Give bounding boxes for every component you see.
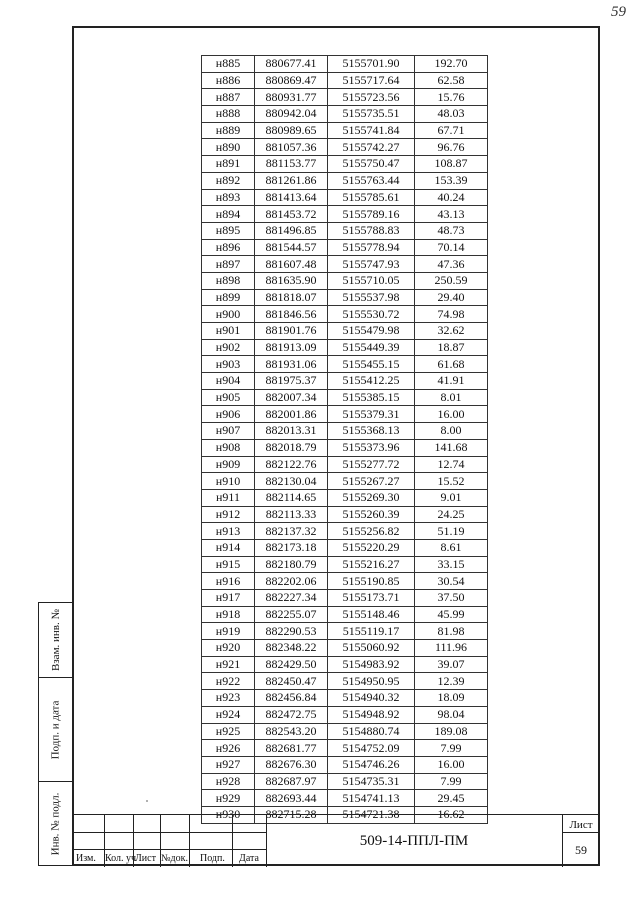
y-coordinate-cell: 5155741.84 <box>328 122 415 139</box>
table-row <box>202 773 488 790</box>
distance-cell: 30.54 <box>415 573 488 590</box>
distance-cell: 108.87 <box>415 156 488 173</box>
table-row <box>202 389 488 406</box>
distance-cell: 33.15 <box>415 556 488 573</box>
table-row <box>202 323 488 340</box>
y-coordinate-cell: 5155256.82 <box>328 523 415 540</box>
y-coordinate-cell: 5155277.72 <box>328 456 415 473</box>
point-id-cell: н913 <box>202 523 255 540</box>
distance-cell: 15.76 <box>415 89 488 106</box>
table-row <box>202 72 488 89</box>
side-cell-inv-vzam <box>38 602 72 678</box>
distance-cell: 15.52 <box>415 473 488 490</box>
distance-cell: 16.00 <box>415 406 488 423</box>
table-row <box>202 439 488 456</box>
point-id-cell: н893 <box>202 189 255 206</box>
y-coordinate-cell: 5155530.72 <box>328 306 415 323</box>
y-coordinate-cell: 5154940.32 <box>328 690 415 707</box>
col-list: Лист <box>135 853 156 864</box>
distance-cell: 48.73 <box>415 222 488 239</box>
x-coordinate-cell: 882693.44 <box>255 790 328 807</box>
y-coordinate-cell: 5155220.29 <box>328 539 415 556</box>
distance-cell: 29.40 <box>415 289 488 306</box>
distance-cell: 74.98 <box>415 306 488 323</box>
table-row <box>202 339 488 356</box>
title-block-line <box>562 815 563 867</box>
table-row <box>202 222 488 239</box>
y-coordinate-cell: 5154880.74 <box>328 723 415 740</box>
point-id-cell: н900 <box>202 306 255 323</box>
distance-cell: 12.39 <box>415 673 488 690</box>
title-block <box>74 814 600 867</box>
y-coordinate-cell: 5155785.61 <box>328 189 415 206</box>
x-coordinate-cell: 882227.34 <box>255 590 328 607</box>
x-coordinate-cell: 880942.04 <box>255 106 328 123</box>
x-coordinate-cell: 882687.97 <box>255 773 328 790</box>
document-code: 509-14-ППЛ-ПМ <box>359 832 469 849</box>
col-izm: Изм. <box>76 853 96 864</box>
y-coordinate-cell: 5155788.83 <box>328 222 415 239</box>
y-coordinate-cell: 5155742.27 <box>328 139 415 156</box>
x-coordinate-cell: 882122.76 <box>255 456 328 473</box>
table-row <box>202 306 488 323</box>
distance-cell: 7.99 <box>415 740 488 757</box>
x-coordinate-cell: 882007.34 <box>255 389 328 406</box>
sheet-number: 59 <box>575 843 587 857</box>
point-id-cell: н894 <box>202 206 255 223</box>
point-id-cell: н896 <box>202 239 255 256</box>
x-coordinate-cell: 881153.77 <box>255 156 328 173</box>
distance-cell: 141.68 <box>415 439 488 456</box>
y-coordinate-cell: 5155763.44 <box>328 172 415 189</box>
point-id-cell: н898 <box>202 272 255 289</box>
x-coordinate-cell: 882450.47 <box>255 673 328 690</box>
side-cell-podp-data <box>38 678 72 782</box>
point-id-cell: н927 <box>202 756 255 773</box>
point-id-cell: н929 <box>202 790 255 807</box>
point-id-cell: н919 <box>202 623 255 640</box>
col-data: Дата <box>239 853 259 864</box>
distance-cell: 61.68 <box>415 356 488 373</box>
distance-cell: 250.59 <box>415 272 488 289</box>
title-block-line <box>74 849 266 850</box>
point-id-cell: н916 <box>202 573 255 590</box>
x-coordinate-cell: 882114.65 <box>255 489 328 506</box>
y-coordinate-cell: 5155710.05 <box>328 272 415 289</box>
distance-cell: 16.00 <box>415 756 488 773</box>
point-id-cell: н926 <box>202 740 255 757</box>
x-coordinate-cell: 881261.86 <box>255 172 328 189</box>
y-coordinate-cell: 5155060.92 <box>328 640 415 657</box>
point-id-cell: н924 <box>202 706 255 723</box>
table-row <box>202 706 488 723</box>
table-row <box>202 539 488 556</box>
x-coordinate-cell: 882173.18 <box>255 539 328 556</box>
x-coordinate-cell: 882255.07 <box>255 606 328 623</box>
point-id-cell: н923 <box>202 690 255 707</box>
x-coordinate-cell: 882290.53 <box>255 623 328 640</box>
side-label-podp-data: Подп. и дата <box>49 700 62 759</box>
y-coordinate-cell: 5154950.95 <box>328 673 415 690</box>
distance-cell: 40.24 <box>415 189 488 206</box>
y-coordinate-cell: 5155267.27 <box>328 473 415 490</box>
point-id-cell: н930 <box>202 806 255 823</box>
table-row <box>202 139 488 156</box>
point-id-cell: н910 <box>202 473 255 490</box>
table-row <box>202 640 488 657</box>
point-id-cell: н928 <box>202 773 255 790</box>
point-id-cell: н912 <box>202 506 255 523</box>
x-coordinate-cell: 882130.04 <box>255 473 328 490</box>
y-coordinate-cell: 5155385.15 <box>328 389 415 406</box>
y-coordinate-cell: 5155260.39 <box>328 506 415 523</box>
table-row <box>202 473 488 490</box>
distance-cell: 192.70 <box>415 56 488 73</box>
table-row <box>202 373 488 390</box>
x-coordinate-cell: 882676.30 <box>255 756 328 773</box>
point-id-cell: н886 <box>202 72 255 89</box>
table-row <box>202 106 488 123</box>
y-coordinate-cell: 5155379.31 <box>328 406 415 423</box>
table-row <box>202 89 488 106</box>
table-row <box>202 506 488 523</box>
distance-cell: 12.74 <box>415 456 488 473</box>
table-row <box>202 523 488 540</box>
point-id-cell: н915 <box>202 556 255 573</box>
title-block-line <box>562 832 600 833</box>
distance-cell: 70.14 <box>415 239 488 256</box>
distance-cell: 39.07 <box>415 656 488 673</box>
side-label-inv-vzam: Взам. инв. № <box>49 609 62 671</box>
x-coordinate-cell: 881975.37 <box>255 373 328 390</box>
distance-cell: 18.87 <box>415 339 488 356</box>
point-id-cell: н925 <box>202 723 255 740</box>
y-coordinate-cell: 5155449.39 <box>328 339 415 356</box>
handwritten-page-number: 59 <box>611 4 626 20</box>
x-coordinate-cell: 880931.77 <box>255 89 328 106</box>
distance-cell: 47.36 <box>415 256 488 273</box>
col-podp: Подп. <box>200 853 225 864</box>
distance-cell: 9.01 <box>415 489 488 506</box>
table-row <box>202 272 488 289</box>
table-row <box>202 172 488 189</box>
y-coordinate-cell: 5155368.13 <box>328 423 415 440</box>
y-coordinate-cell: 5155119.17 <box>328 623 415 640</box>
title-block-line <box>189 815 190 867</box>
y-coordinate-cell: 5155173.71 <box>328 590 415 607</box>
y-coordinate-cell: 5155747.93 <box>328 256 415 273</box>
point-id-cell: н904 <box>202 373 255 390</box>
point-id-cell: н917 <box>202 590 255 607</box>
x-coordinate-cell: 880677.41 <box>255 56 328 73</box>
distance-cell: 24.25 <box>415 506 488 523</box>
point-id-cell: н901 <box>202 323 255 340</box>
table-row <box>202 122 488 139</box>
distance-cell: 98.04 <box>415 706 488 723</box>
table-row <box>202 673 488 690</box>
sheet-label: Лист <box>569 819 593 831</box>
table-row <box>202 656 488 673</box>
y-coordinate-cell: 5155750.47 <box>328 156 415 173</box>
y-coordinate-cell: 5154752.09 <box>328 740 415 757</box>
x-coordinate-cell: 881846.56 <box>255 306 328 323</box>
y-coordinate-cell: 5155455.15 <box>328 356 415 373</box>
point-id-cell: н908 <box>202 439 255 456</box>
scan-speck <box>146 800 148 802</box>
table-row <box>202 489 488 506</box>
x-coordinate-cell: 882137.32 <box>255 523 328 540</box>
x-coordinate-cell: 882456.84 <box>255 690 328 707</box>
y-coordinate-cell: 5155269.30 <box>328 489 415 506</box>
distance-cell: 48.03 <box>415 106 488 123</box>
title-block-line <box>74 832 266 833</box>
distance-cell: 8.00 <box>415 423 488 440</box>
table-row <box>202 456 488 473</box>
point-id-cell: н899 <box>202 289 255 306</box>
title-block-line <box>232 815 233 867</box>
distance-cell: 32.62 <box>415 323 488 340</box>
y-coordinate-cell: 5155723.56 <box>328 89 415 106</box>
x-coordinate-cell: 881453.72 <box>255 206 328 223</box>
x-coordinate-cell: 882715.28 <box>255 806 328 823</box>
table-row <box>202 56 488 73</box>
distance-cell: 96.76 <box>415 139 488 156</box>
distance-cell: 111.96 <box>415 640 488 657</box>
point-id-cell: н914 <box>202 539 255 556</box>
x-coordinate-cell: 882543.20 <box>255 723 328 740</box>
table-row <box>202 189 488 206</box>
y-coordinate-cell: 5155537.98 <box>328 289 415 306</box>
distance-cell: 29.45 <box>415 790 488 807</box>
table-row <box>202 590 488 607</box>
table-row <box>202 690 488 707</box>
distance-cell: 16.62 <box>415 806 488 823</box>
x-coordinate-cell: 882429.50 <box>255 656 328 673</box>
y-coordinate-cell: 5155148.46 <box>328 606 415 623</box>
y-coordinate-cell: 5155216.27 <box>328 556 415 573</box>
point-id-cell: н903 <box>202 356 255 373</box>
x-coordinate-cell: 882113.33 <box>255 506 328 523</box>
table-row <box>202 623 488 640</box>
y-coordinate-cell: 5154948.92 <box>328 706 415 723</box>
y-coordinate-cell: 5155412.25 <box>328 373 415 390</box>
x-coordinate-cell: 881913.09 <box>255 339 328 356</box>
side-stamp <box>38 602 74 866</box>
x-coordinate-cell: 881413.64 <box>255 189 328 206</box>
table-row <box>202 289 488 306</box>
distance-cell: 37.50 <box>415 590 488 607</box>
distance-cell: 8.61 <box>415 539 488 556</box>
table-row <box>202 239 488 256</box>
x-coordinate-cell: 880869.47 <box>255 72 328 89</box>
point-id-cell: н895 <box>202 222 255 239</box>
x-coordinate-cell: 882681.77 <box>255 740 328 757</box>
point-id-cell: н892 <box>202 172 255 189</box>
y-coordinate-cell: 5155789.16 <box>328 206 415 223</box>
point-id-cell: н905 <box>202 389 255 406</box>
x-coordinate-cell: 882202.06 <box>255 573 328 590</box>
table-row <box>202 156 488 173</box>
y-coordinate-cell: 5154983.92 <box>328 656 415 673</box>
table-row <box>202 573 488 590</box>
col-ndok: №док. <box>161 853 188 864</box>
x-coordinate-cell: 882001.86 <box>255 406 328 423</box>
x-coordinate-cell: 881931.06 <box>255 356 328 373</box>
table-row <box>202 556 488 573</box>
x-coordinate-cell: 881544.57 <box>255 239 328 256</box>
distance-cell: 67.71 <box>415 122 488 139</box>
table-row <box>202 256 488 273</box>
point-id-cell: н887 <box>202 89 255 106</box>
x-coordinate-cell: 881635.90 <box>255 272 328 289</box>
distance-cell: 41.91 <box>415 373 488 390</box>
x-coordinate-cell: 881901.76 <box>255 323 328 340</box>
y-coordinate-cell: 5154721.38 <box>328 806 415 823</box>
distance-cell: 43.13 <box>415 206 488 223</box>
point-id-cell: н897 <box>202 256 255 273</box>
distance-cell: 189.08 <box>415 723 488 740</box>
point-id-cell: н921 <box>202 656 255 673</box>
distance-cell: 7.99 <box>415 773 488 790</box>
y-coordinate-cell: 5155717.64 <box>328 72 415 89</box>
y-coordinate-cell: 5155190.85 <box>328 573 415 590</box>
point-id-cell: н922 <box>202 673 255 690</box>
point-id-cell: н890 <box>202 139 255 156</box>
point-id-cell: н888 <box>202 106 255 123</box>
y-coordinate-cell: 5154735.31 <box>328 773 415 790</box>
point-id-cell: н918 <box>202 606 255 623</box>
distance-cell: 8.01 <box>415 389 488 406</box>
point-id-cell: н906 <box>202 406 255 423</box>
distance-cell: 62.58 <box>415 72 488 89</box>
x-coordinate-cell: 881496.85 <box>255 222 328 239</box>
point-id-cell: н909 <box>202 456 255 473</box>
table-row <box>202 740 488 757</box>
table-row <box>202 756 488 773</box>
point-id-cell: н911 <box>202 489 255 506</box>
point-id-cell: н889 <box>202 122 255 139</box>
table-row <box>202 790 488 807</box>
distance-cell: 18.09 <box>415 690 488 707</box>
point-id-cell: н902 <box>202 339 255 356</box>
x-coordinate-cell: 881818.07 <box>255 289 328 306</box>
point-id-cell: н920 <box>202 640 255 657</box>
point-id-cell: н907 <box>202 423 255 440</box>
col-kol-uch: Кол. уч <box>105 853 137 864</box>
distance-cell: 153.39 <box>415 172 488 189</box>
y-coordinate-cell: 5155701.90 <box>328 56 415 73</box>
table-row <box>202 606 488 623</box>
distance-cell: 81.98 <box>415 623 488 640</box>
distance-cell: 51.19 <box>415 523 488 540</box>
y-coordinate-cell: 5155373.96 <box>328 439 415 456</box>
x-coordinate-cell: 881057.36 <box>255 139 328 156</box>
y-coordinate-cell: 5155778.94 <box>328 239 415 256</box>
table-row <box>202 356 488 373</box>
side-cell-inv-podl <box>38 782 72 866</box>
x-coordinate-cell: 881607.48 <box>255 256 328 273</box>
table-row <box>202 206 488 223</box>
x-coordinate-cell: 882013.31 <box>255 423 328 440</box>
y-coordinate-cell: 5155479.98 <box>328 323 415 340</box>
table-row <box>202 406 488 423</box>
point-id-cell: н891 <box>202 156 255 173</box>
x-coordinate-cell: 882472.75 <box>255 706 328 723</box>
point-id-cell: н885 <box>202 56 255 73</box>
y-coordinate-cell: 5155735.51 <box>328 106 415 123</box>
side-label-inv-podl: Инв. № подл. <box>49 792 62 855</box>
x-coordinate-cell: 882180.79 <box>255 556 328 573</box>
y-coordinate-cell: 5154741.13 <box>328 790 415 807</box>
x-coordinate-cell: 882018.79 <box>255 439 328 456</box>
y-coordinate-cell: 5154746.26 <box>328 756 415 773</box>
table-row <box>202 723 488 740</box>
distance-cell: 45.99 <box>415 606 488 623</box>
x-coordinate-cell: 880989.65 <box>255 122 328 139</box>
table-row <box>202 423 488 440</box>
coordinates-table <box>201 55 488 824</box>
x-coordinate-cell: 882348.22 <box>255 640 328 657</box>
